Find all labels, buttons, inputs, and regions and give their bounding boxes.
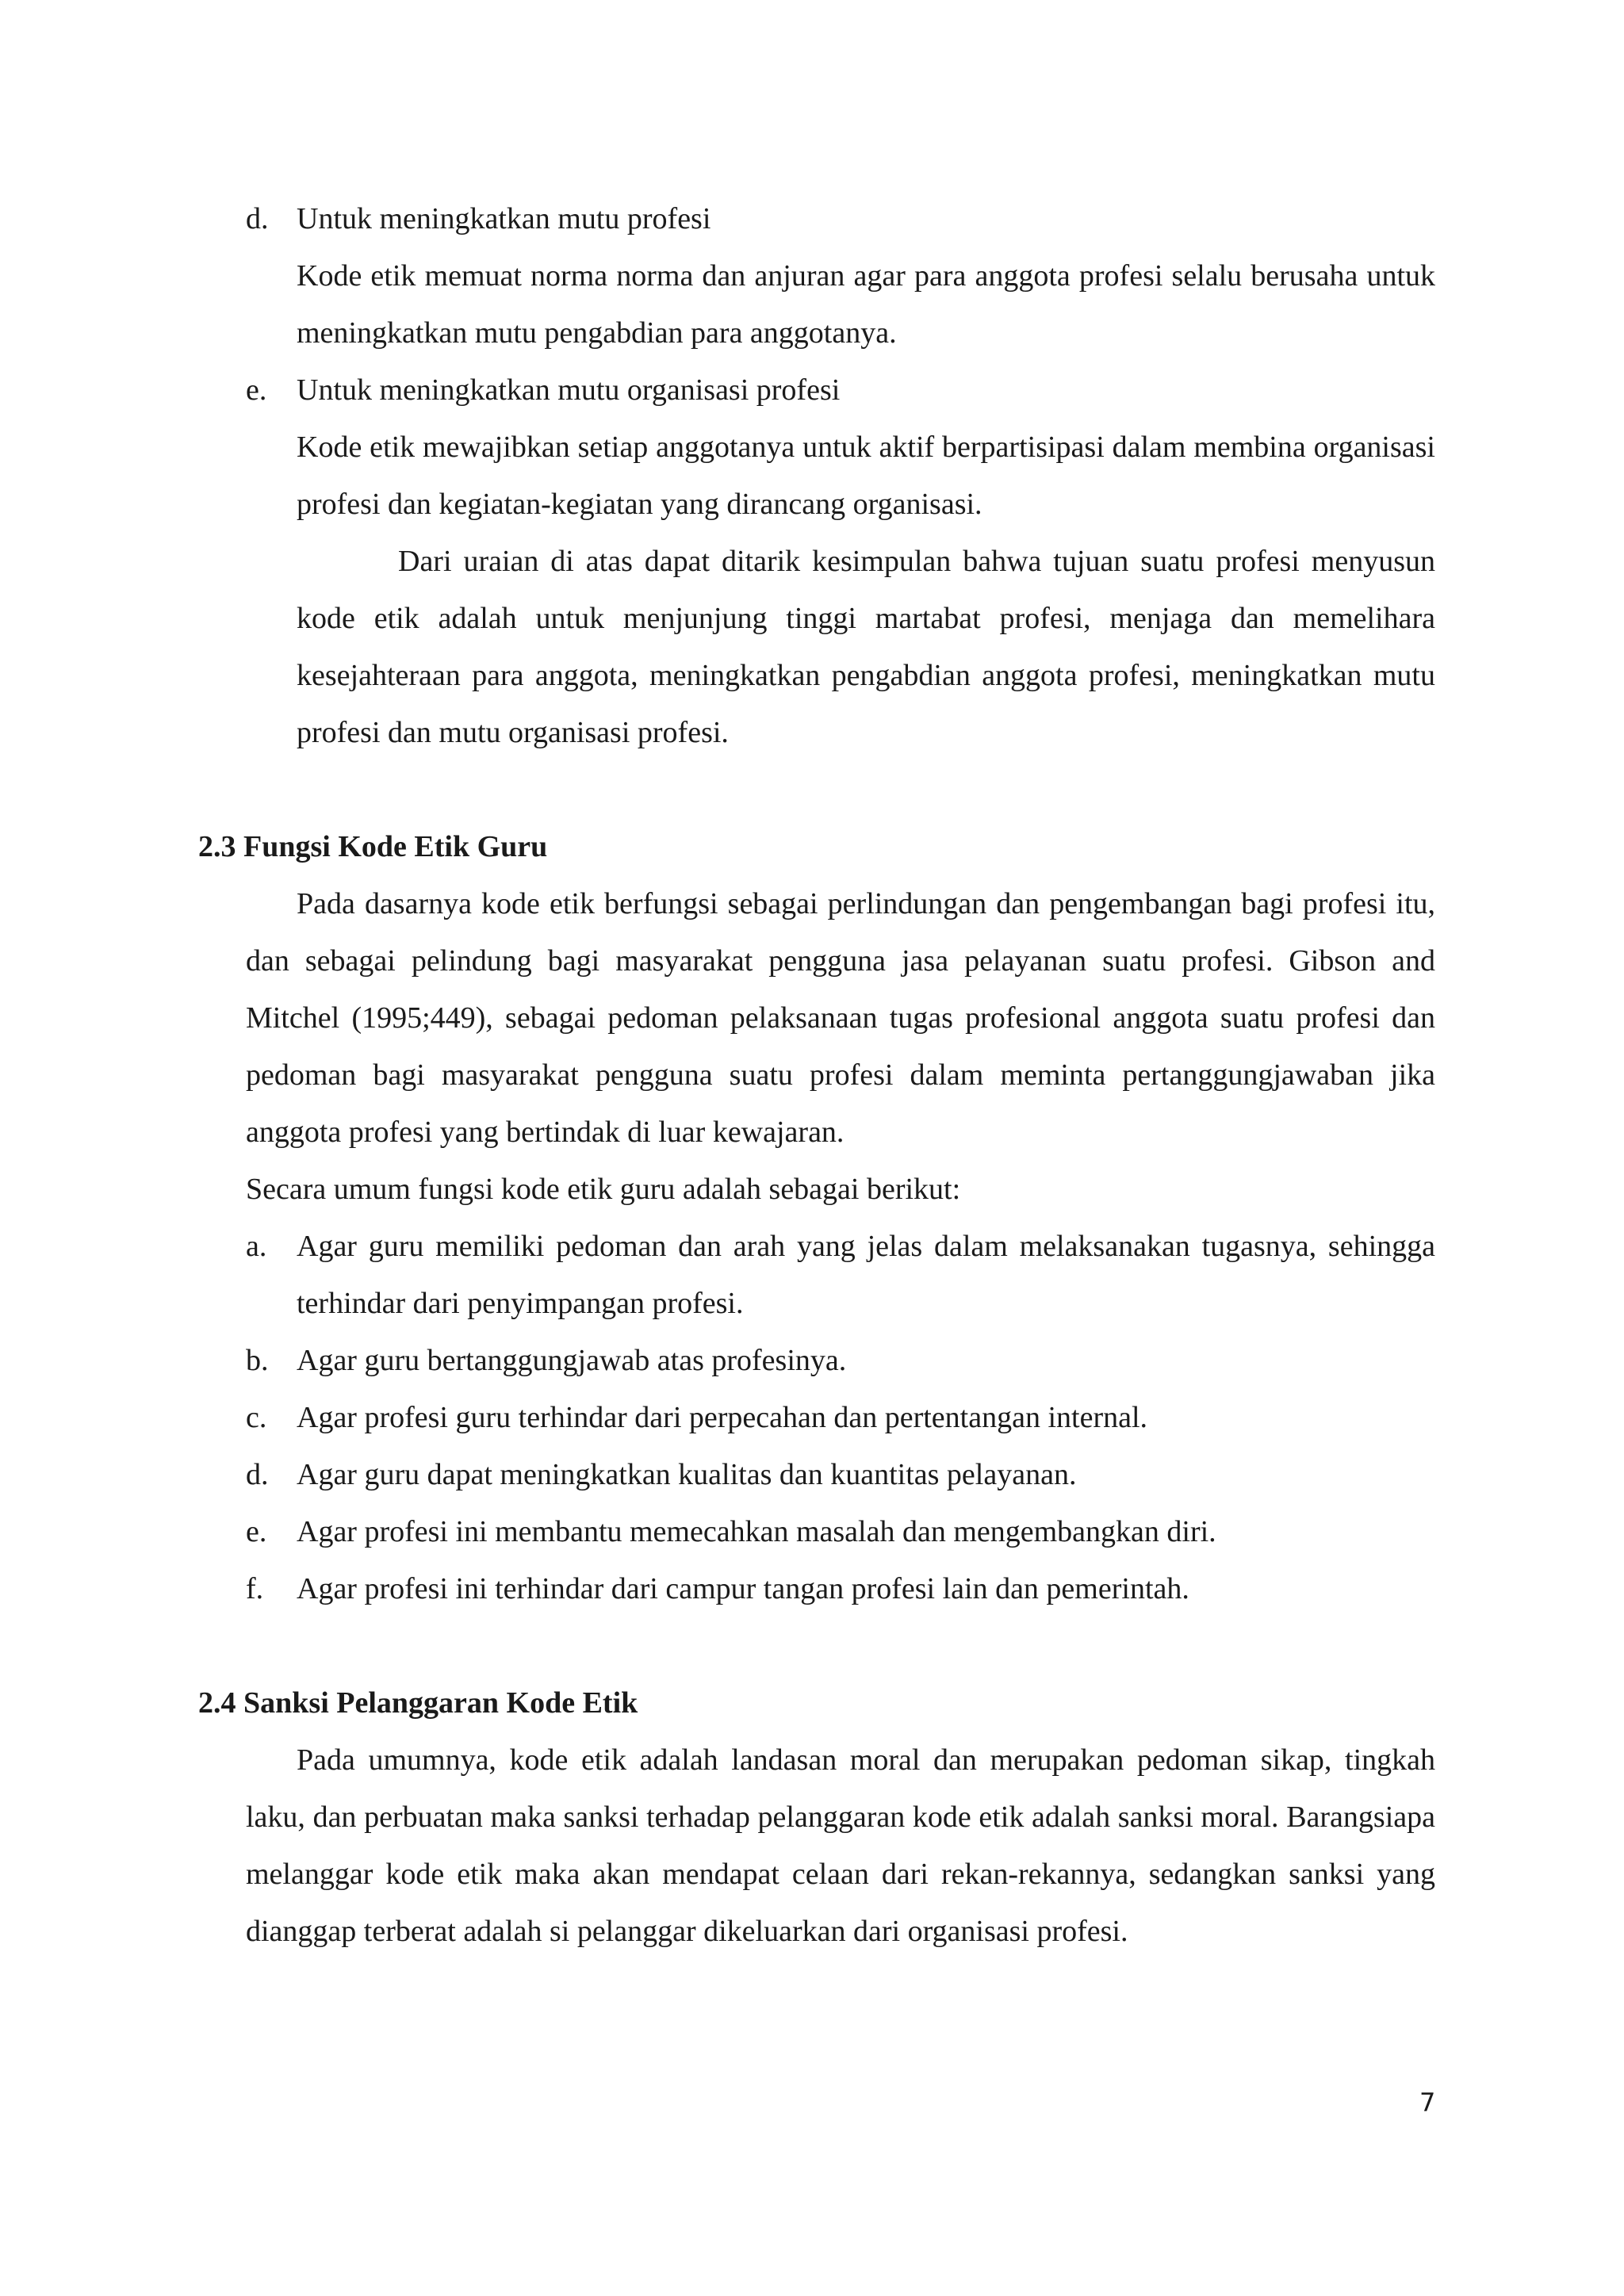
list-marker: d. bbox=[246, 1458, 269, 1491]
section-paragraph: Pada umumnya, kode etik adalah landasan moral dan merupakan pedoman sikap, tingkah laku, dan perbuatan maka sanksi terhadap pelanggaran kode etik adalah sanksi moral. Barangsiapa melanggar kode etik maka akan mendapat celaan dari rekan-rekannya, sedangkan sanksi yang dianggap terberat adalah si pelanggar dikeluarkan dari organisasi profesi. bbox=[246, 1743, 1435, 1948]
list-item-title: Untuk meningkatkan mutu profesi bbox=[297, 202, 711, 235]
list-item-text: Agar guru dapat meningkatkan kualitas dan kuantitas pelayanan. bbox=[297, 1458, 1077, 1491]
section-heading: 2.4 Sanksi Pelanggaran Kode Etik bbox=[198, 1686, 638, 1720]
list-item-text: Agar profesi guru terhindar dari perpecahan dan pertentangan internal. bbox=[297, 1401, 1148, 1434]
section-paragraph: Pada dasarnya kode etik berfungsi sebagai perlindungan dan pengembangan bagi profesi itu, dan sebagai pelindung bagi masyarakat pengguna jasa pelayanan suatu profesi. Gibson and Mitchel (1995;449), sebagai pedoman pelaksanaan tugas profesional anggota suatu profesi dan pedoman bagi masyarakat pengguna suatu profesi dalam meminta pertanggungjawaban jika anggota profesi yang bertindak di luar kewajaran. bbox=[246, 887, 1435, 1149]
list-item-text: Agar profesi ini membantu memecahkan masalah dan mengembangkan diri. bbox=[297, 1515, 1216, 1548]
list-marker: d. bbox=[246, 202, 269, 235]
list-item-text: Agar profesi ini terhindar dari campur tangan profesi lain dan pemerintah. bbox=[297, 1572, 1189, 1605]
list-marker: e. bbox=[246, 373, 267, 407]
list-marker: e. bbox=[246, 1515, 267, 1548]
list-marker: c. bbox=[246, 1401, 267, 1434]
section-heading: 2.3 Fungsi Kode Etik Guru bbox=[198, 830, 548, 863]
list-marker: b. bbox=[246, 1344, 269, 1377]
page-number: 7 bbox=[1419, 2087, 1436, 2118]
list-marker: f. bbox=[246, 1572, 264, 1605]
list-item-text: Agar guru bertanggungjawab atas profesinya. bbox=[297, 1344, 847, 1377]
conclusion-paragraph: Dari uraian di atas dapat ditarik kesimpulan bahwa tujuan suatu profesi menyusun kode etik adalah untuk menjunjung tinggi martabat profesi, menjaga dan memelihara kesejahteraan para anggota, meningkatkan pengabdian anggota profesi, meningkatkan mutu profesi dan mutu organisasi profesi. bbox=[297, 545, 1435, 749]
list-item-text: Kode etik mewajibkan setiap anggotanya untuk aktif berpartisipasi dalam membina organisasi profesi dan kegiatan-kegiatan yang dirancang organisasi. bbox=[297, 430, 1435, 521]
list-item-text: Kode etik memuat norma norma dan anjuran agar para anggota profesi selalu berusaha untuk meningkatkan mutu pengabdian para anggotanya. bbox=[297, 259, 1435, 350]
list-item-title: Untuk meningkatkan mutu organisasi profesi bbox=[297, 373, 841, 407]
list-marker: a. bbox=[246, 1230, 267, 1263]
list-item-text: Agar guru memiliki pedoman dan arah yang jelas dalam melaksanakan tugasnya, sehingga terhindar dari penyimpangan profesi. bbox=[297, 1230, 1435, 1320]
list-intro: Secara umum fungsi kode etik guru adalah sebagai berikut: bbox=[246, 1173, 961, 1206]
